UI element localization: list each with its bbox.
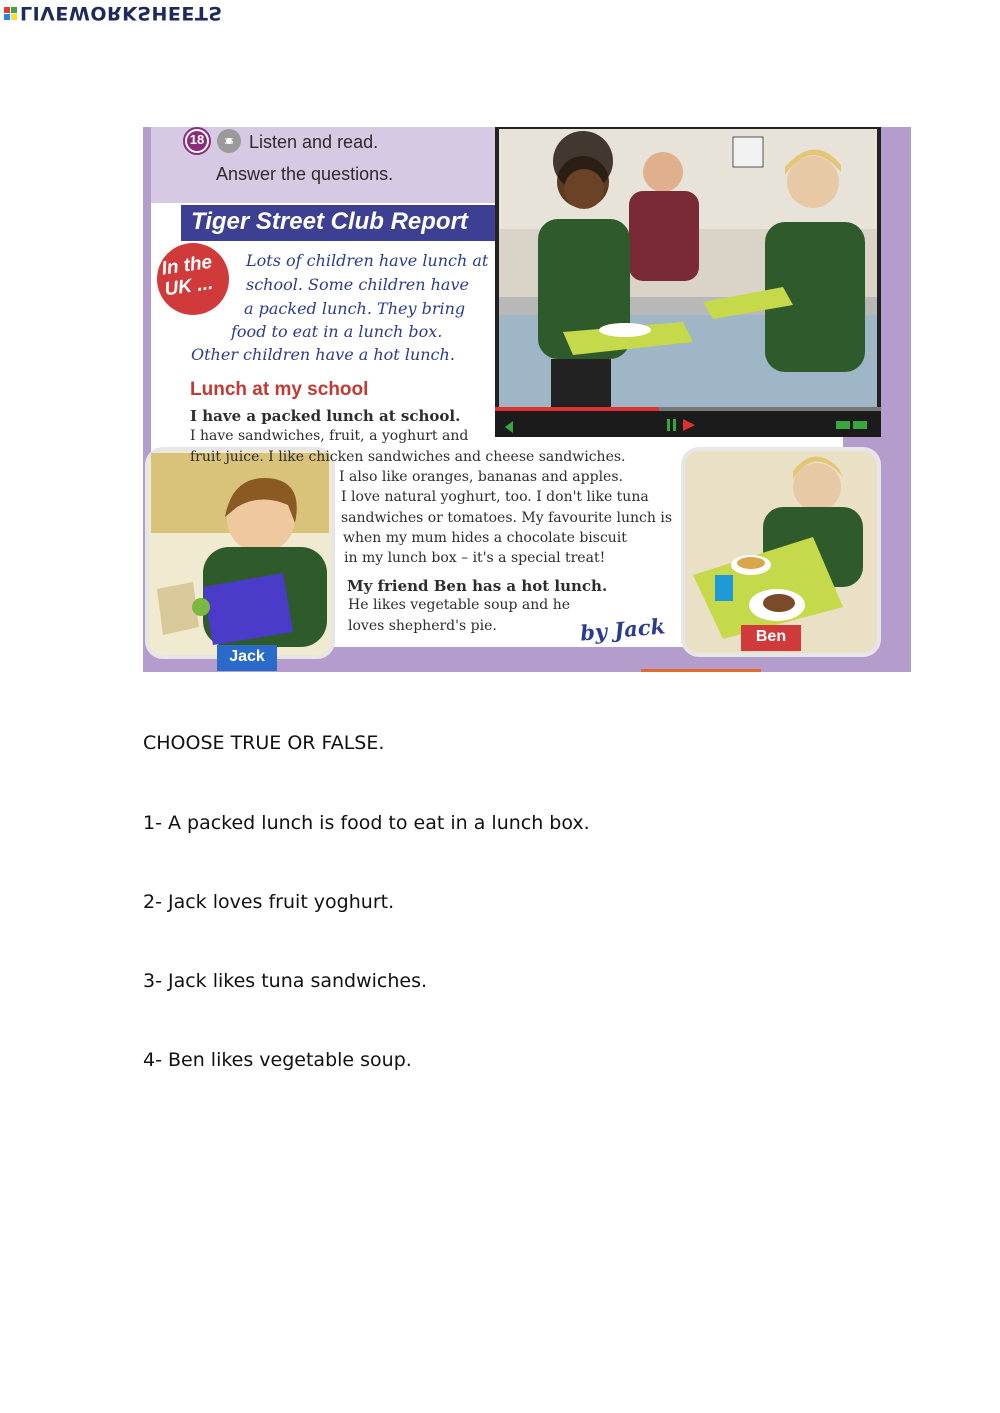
cd-track-number: 35 (224, 137, 234, 146)
intro-line: a packed lunch. They bring (244, 299, 466, 318)
instruction-answer: Answer the questions. (216, 164, 394, 184)
badge-line-2: UK ... (163, 272, 215, 301)
textbook-page-image (143, 127, 911, 672)
ben-label: Ben (755, 628, 787, 645)
question-2: 2- Jack loves fruit yoghurt. (143, 891, 395, 913)
exercise-number: 18 (189, 132, 205, 147)
worksheet-instruction: CHOOSE TRUE OR FALSE. (143, 732, 385, 754)
intro-line: Lots of children have lunch at (246, 251, 489, 270)
question-4: 4- Ben likes vegetable soup. (143, 1049, 412, 1071)
question-3: 3- Jack likes tuna sandwiches. (143, 970, 428, 992)
intro-line: Other children have a hot lunch. (191, 345, 455, 364)
body-line: when my mum hides a chocolate biscuit (343, 530, 627, 546)
friend-line: loves shepherd's pie. (348, 618, 497, 634)
body-line: I also like oranges, bananas and apples. (339, 469, 623, 485)
lead-sentence: I have a packed lunch at school. (190, 407, 461, 425)
body-line: in my lunch box – it's a special treat! (344, 550, 606, 566)
instruction-listen: Listen and read. (249, 132, 379, 152)
badge-text (160, 252, 216, 301)
intro-line: food to eat in a lunch box. (231, 322, 443, 341)
logo-text: LIVEWORKSHEETS (20, 2, 223, 24)
friend-sentence: My friend Ben has a hot lunch. (347, 577, 608, 595)
jack-label: Jack (229, 648, 265, 665)
body-line: sandwiches or tomatoes. My favourite lunch is (341, 510, 673, 526)
friend-line: He likes vegetable soup and he (348, 597, 571, 613)
liveworksheets-logo (4, 2, 223, 24)
body-line: I love natural yoghurt, too. I don't like tuna (341, 489, 649, 505)
question-1: 1- A packed lunch is food to eat in a lunch box. (143, 812, 590, 834)
section-title: Lunch at my school (190, 379, 369, 400)
badge-line-1: In the (160, 251, 214, 280)
report-title: Tiger Street Club Report (191, 208, 468, 235)
body-line: fruit juice. I like chicken sandwiches and cheese sandwiches. (190, 449, 626, 465)
body-line: I have sandwiches, fruit, a yoghurt and (190, 428, 469, 444)
logo-squares-icon (4, 7, 17, 20)
signature: by Jack (579, 613, 667, 646)
intro-line: school. Some children have (246, 275, 469, 294)
